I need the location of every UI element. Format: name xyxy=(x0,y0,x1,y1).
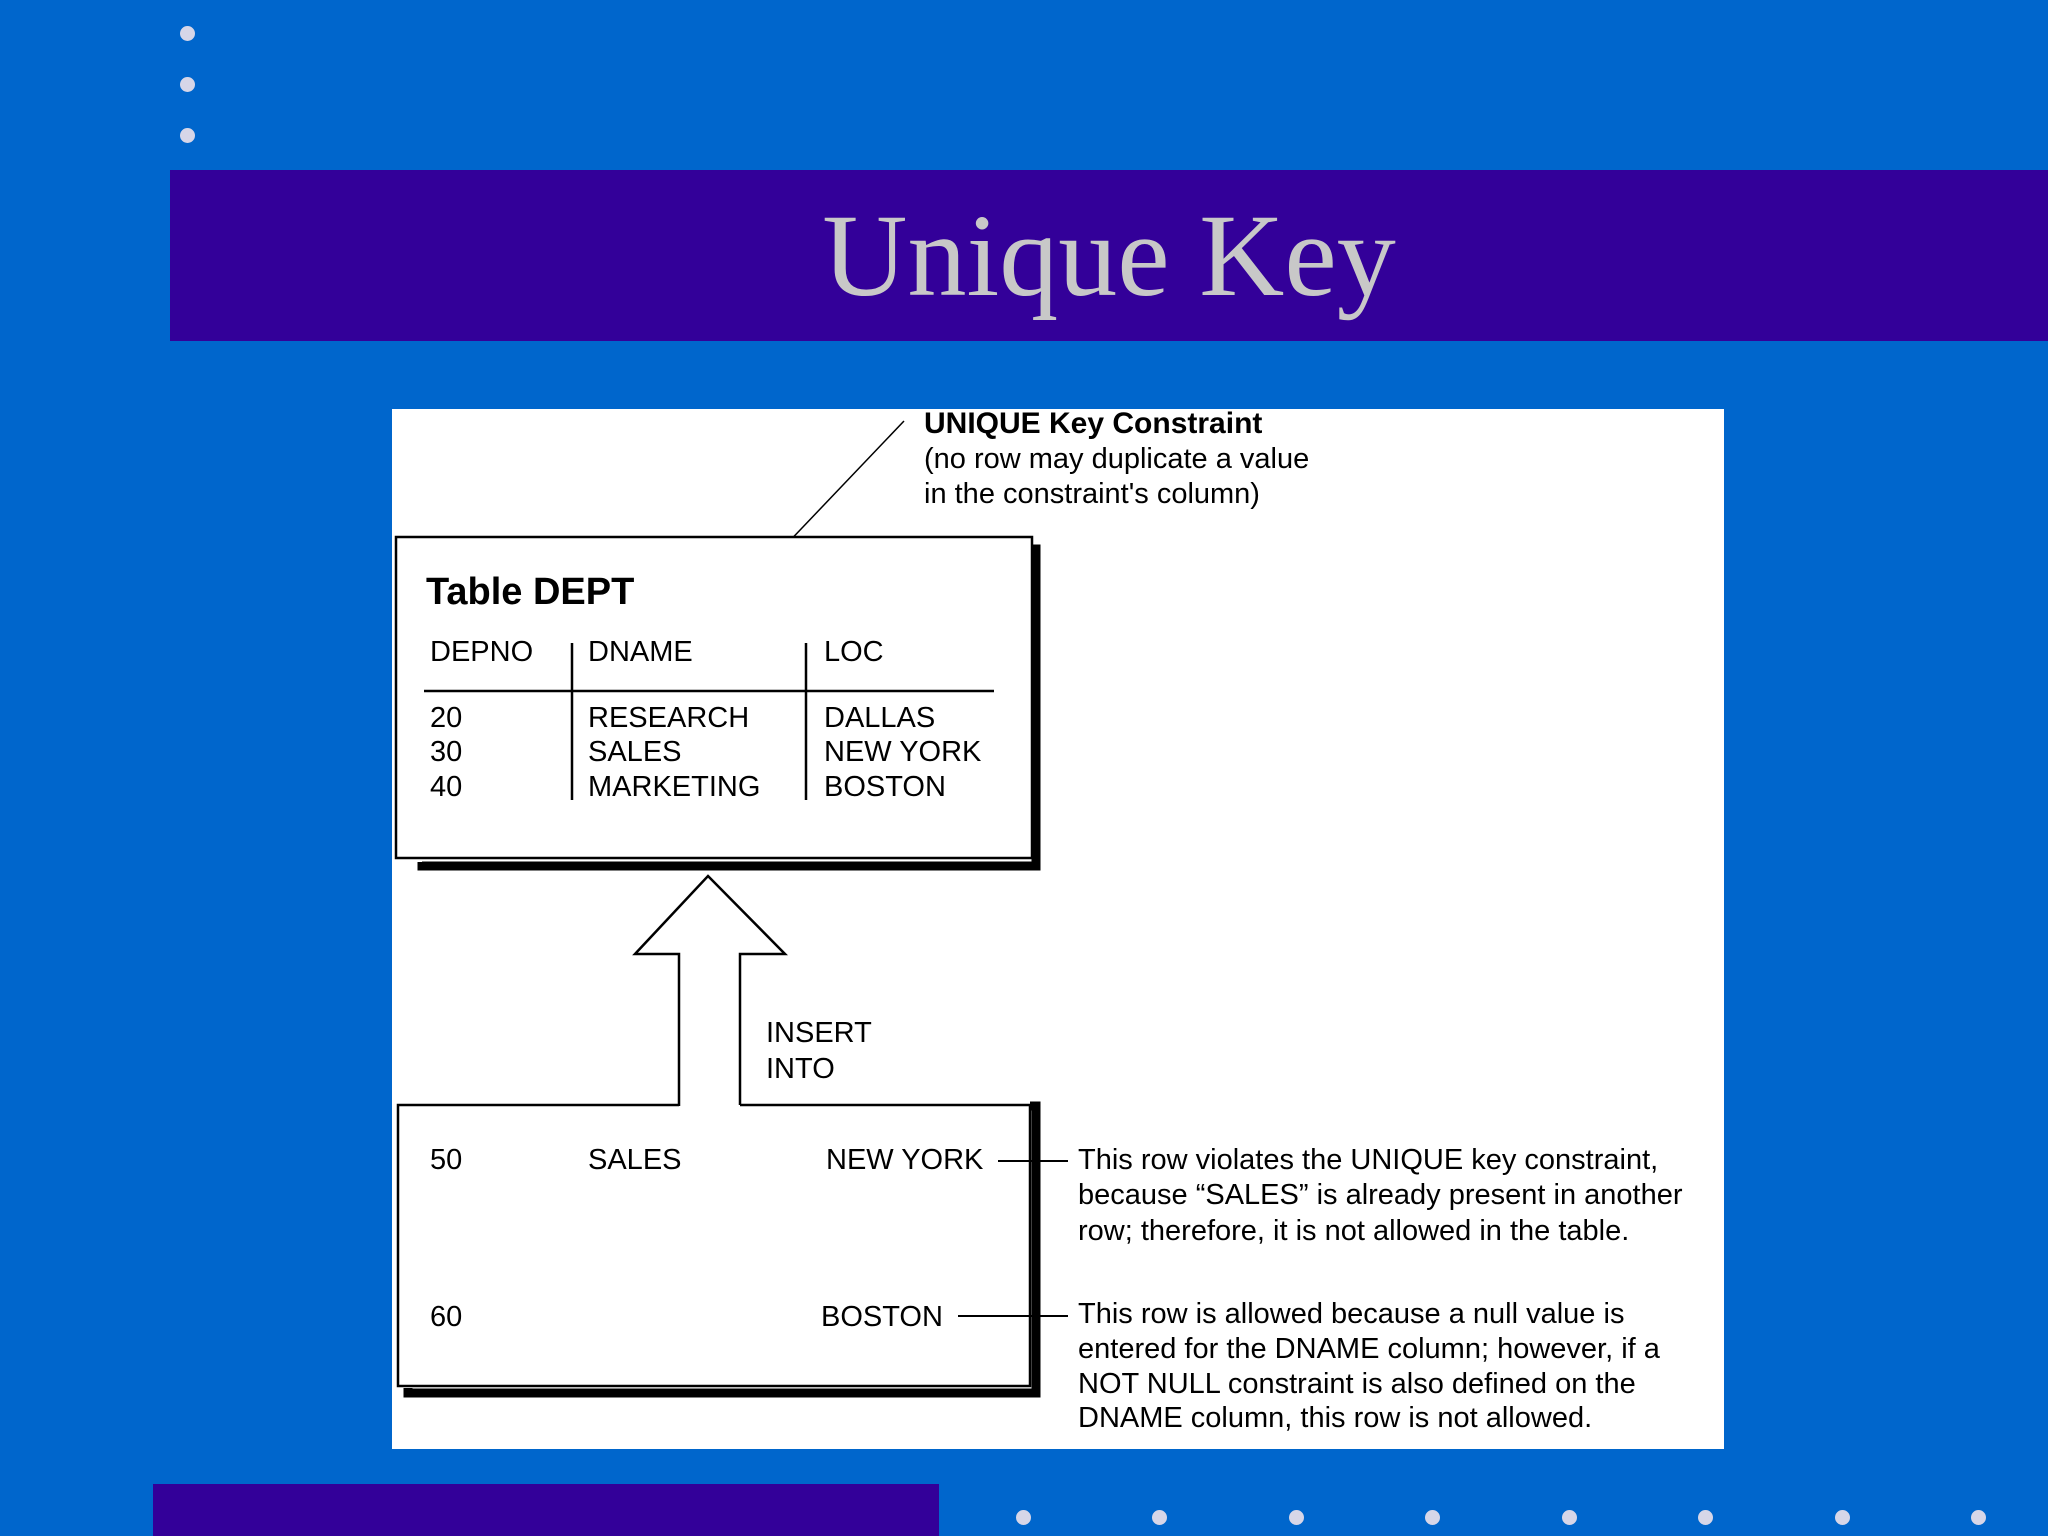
decor-dot xyxy=(1698,1510,1713,1525)
constraint-heading: UNIQUE Key Constraint xyxy=(924,407,1263,440)
constraint-line-2: in the constraint's column) xyxy=(924,478,1260,510)
column-header-loc: LOC xyxy=(824,636,884,668)
table-name: Table DEPT xyxy=(426,571,635,613)
decor-dot xyxy=(1562,1510,1577,1525)
unique-key-figure xyxy=(392,409,1724,1449)
new-row-cell: 50 xyxy=(430,1144,463,1176)
bottom-band xyxy=(153,1484,939,1536)
slide-title: Unique Key xyxy=(822,190,1396,321)
table-cell: 40 xyxy=(430,771,463,803)
figure-graphics xyxy=(392,409,1724,1449)
note-row-50-line-3: row; therefore, it is not allowed in the table. xyxy=(1078,1215,1630,1247)
note-row-50-line-2: because “SALES” is already present in another xyxy=(1078,1179,1683,1211)
table-cell: 30 xyxy=(430,736,463,768)
table-cell: 20 xyxy=(430,702,463,734)
column-header-depno: DEPNO xyxy=(430,636,534,668)
decor-dot xyxy=(1152,1510,1167,1525)
decor-dot xyxy=(180,26,195,41)
insert-label-line-1: INSERT xyxy=(766,1017,872,1049)
table-cell: BOSTON xyxy=(824,771,946,803)
note-row-60-line-4: DNAME column, this row is not allowed. xyxy=(1078,1402,1593,1434)
table-cell: DALLAS xyxy=(824,702,936,734)
new-row-cell: 60 xyxy=(430,1301,463,1333)
constraint-line-1: (no row may duplicate a value xyxy=(924,443,1310,475)
note-row-60-line-3: NOT NULL constraint is also defined on the xyxy=(1078,1368,1636,1400)
decor-dot xyxy=(1425,1510,1440,1525)
note-row-50-line-1: This row violates the UNIQUE key constraint, xyxy=(1078,1144,1659,1176)
decor-dot xyxy=(1289,1510,1304,1525)
decor-dot xyxy=(1016,1510,1031,1525)
decor-dot xyxy=(1971,1510,1986,1525)
insert-label-line-2: INTO xyxy=(766,1053,835,1085)
table-cell: NEW YORK xyxy=(824,736,982,768)
title-band xyxy=(170,170,2048,341)
table-cell: RESEARCH xyxy=(588,702,750,734)
note-row-60-line-2: entered for the DNAME column; however, if a xyxy=(1078,1333,1660,1365)
column-header-dname: DNAME xyxy=(588,636,693,668)
insert-arrow xyxy=(635,876,785,1107)
new-row-cell: NEW YORK xyxy=(826,1144,984,1176)
decor-dot xyxy=(180,128,195,143)
table-cell: MARKETING xyxy=(588,771,761,803)
table-cell: SALES xyxy=(588,736,682,768)
note-row-60-line-1: This row is allowed because a null value is xyxy=(1078,1298,1625,1330)
decor-dot xyxy=(180,77,195,92)
new-row-cell: SALES xyxy=(588,1144,682,1176)
decor-dot xyxy=(1835,1510,1850,1525)
new-row-cell: BOSTON xyxy=(821,1301,943,1333)
